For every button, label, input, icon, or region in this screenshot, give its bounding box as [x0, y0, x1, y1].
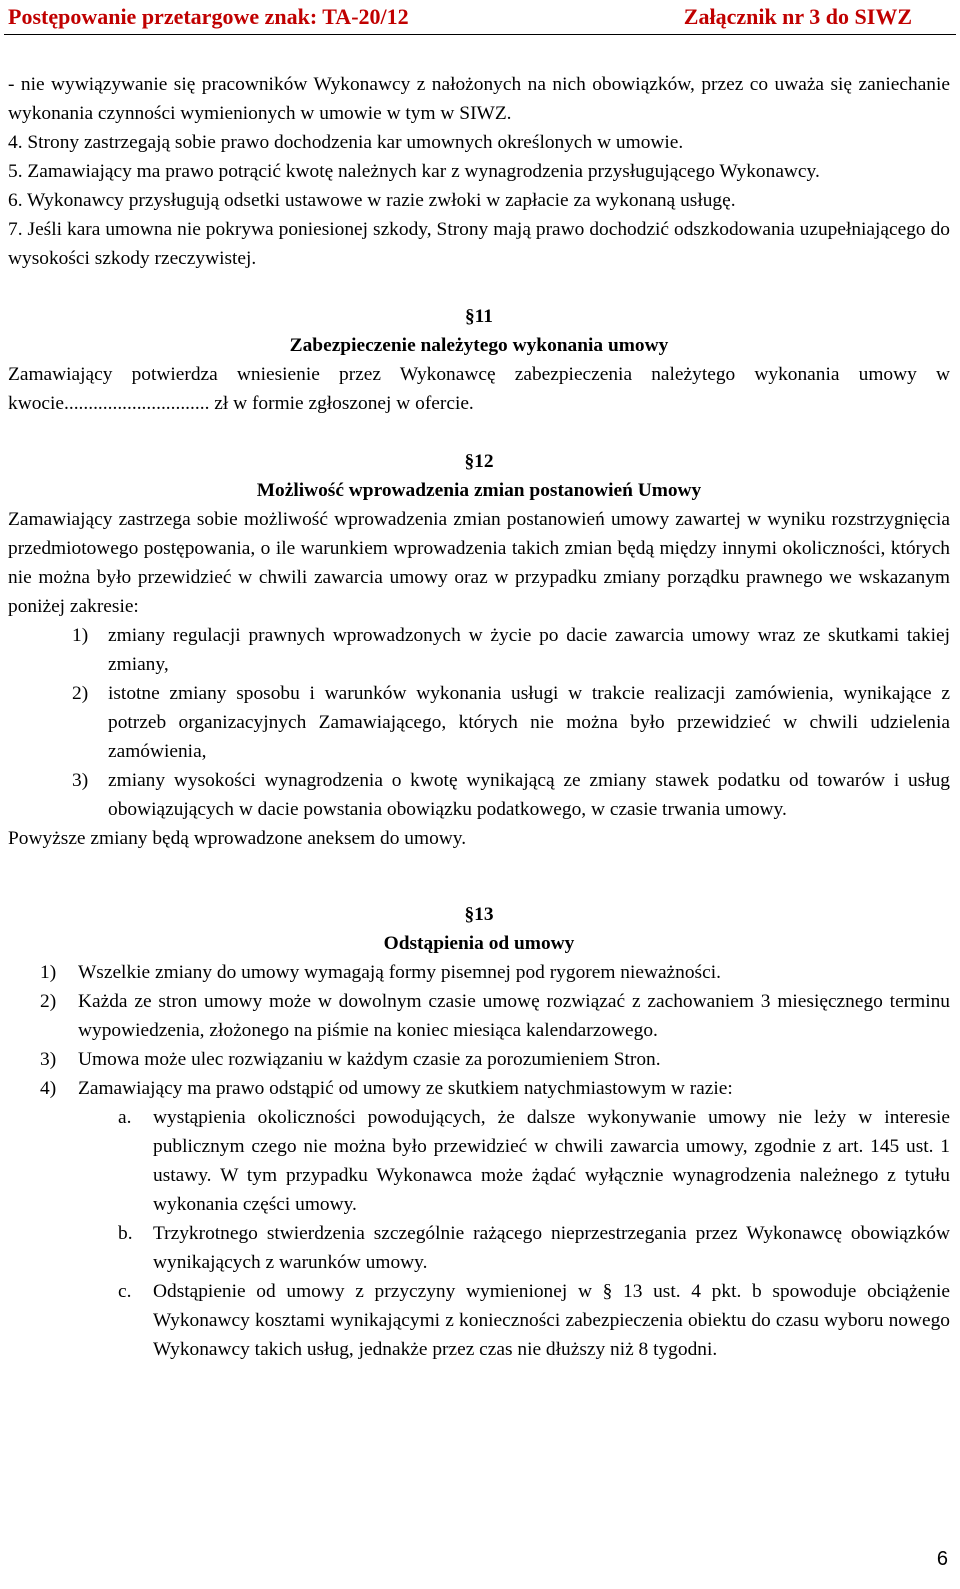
- list-item-marker: 2): [72, 683, 89, 704]
- section-11-number: §11: [464, 306, 493, 327]
- sublist-item-text: wystąpienia okoliczności powodujących, że dalsze wykonywanie umowy nie leży w interesie publicznym czego nie można było przewidzieć w chwili zawarcia umowy, zgodnie z art. 145 ust. 1 ustawy. W tym przypadku Wykonawca może żądać wyłącznie wynagrodzenia należnego z tytułu wykonania części umowy.: [153, 1107, 950, 1215]
- document-body: [8, 70, 950, 1364]
- sublist-item: [8, 1219, 950, 1277]
- sublist-item-marker: a.: [118, 1107, 132, 1128]
- section-12-intro: Zamawiający zastrzega sobie możliwość wprowadzenia zmian postanowień umowy zawartej w wyniku rozstrzygnięcia przedmiotowego postępowania, o ile warunkiem wprowadzenia takich zmian będą między innymi okoliczności, których nie można było przewidzieć w chwili zawarcia umowy oraz w przypadku zmiany porządku prawnego we wskazanym poniżej zakresie:: [8, 509, 950, 617]
- sublist-item-marker: c.: [118, 1281, 132, 1302]
- sublist-item: [8, 1103, 950, 1219]
- sublist-item: [8, 1277, 950, 1364]
- page-number: 6: [936, 1548, 948, 1570]
- list-item-marker: 4): [40, 1078, 57, 1099]
- sublist-item-text: Trzykrotnego stwierdzenia szczególnie rażącego nieprzestrzegania przez Wykonawcę obowiązków wynikających z warunków umowy.: [153, 1223, 950, 1273]
- intro-paragraph-4: 4. Strony zastrzegają sobie prawo dochodzenia kar umownych określonych w umowie.: [8, 132, 684, 153]
- list-item-text: zmiany regulacji prawnych wprowadzonych w życie po dacie zawarcia umowy wraz ze skutkami takiej zmiany,: [108, 625, 950, 675]
- sublist-item-text: Odstąpienie od umowy z przyczyny wymienionej w § 13 ust. 4 pkt. b spowoduje obciążenie Wykonawcy kosztami wynikającymi z konieczności zabezpieczenia obiektu do czasu wyboru nowego Wykonawcy takich usług, jednakże przez czas nie dłuższy niż 8 tygodni.: [153, 1281, 950, 1360]
- list-item-text: Umowa może ulec rozwiązaniu w każdym czasie za porozumieniem Stron.: [78, 1049, 661, 1070]
- list-item-marker: 1): [40, 962, 57, 983]
- section-13-title: Odstąpienia od umowy: [383, 933, 575, 954]
- list-item-text: Wszelkie zmiany do umowy wymagają formy pisemnej pod rygorem nieważności.: [78, 962, 721, 983]
- section-12-list: [8, 621, 950, 824]
- section-11-text: Zamawiający potwierdza wniesienie przez Wykonawcę zabezpieczenia należytego wykonania umowy w kwocie.............................. zł w formie zgłoszonej w ofercie.: [8, 364, 950, 414]
- section-11-title: Zabezpieczenie należytego wykonania umowy: [289, 335, 669, 356]
- list-item-text: Zamawiający ma prawo odstąpić od umowy ze skutkiem natychmiastowym w razie:: [78, 1078, 733, 1099]
- intro-paragraph-7: 7. Jeśli kara umowna nie pokrywa poniesionej szkody, Strony mają prawo dochodzić odszkodowania uzupełniającego do wysokości szkody rzeczywistej.: [8, 219, 950, 269]
- section-13-sublist: [8, 1103, 950, 1364]
- header-attachment-label: Załącznik nr 3 do SIWZ: [683, 4, 912, 29]
- section-13-number: §13: [464, 904, 494, 925]
- list-item-marker: 2): [40, 991, 57, 1012]
- list-item-text: zmiany wysokości wynagrodzenia o kwotę wynikającą ze zmiany stawek podatku od towarów i usług obowiązujących w dacie powstania obowiązku podatkowego, w czasie trwania umowy.: [108, 770, 950, 820]
- header-divider: [4, 34, 956, 35]
- list-item: [8, 958, 950, 987]
- list-item: [8, 679, 950, 766]
- sublist-item-marker: b.: [118, 1223, 133, 1244]
- section-12-outro: Powyższe zmiany będą wprowadzone aneksem do umowy.: [8, 828, 467, 849]
- list-item-text: istotne zmiany sposobu i warunków wykonania usługi w trakcie realizacji zamówienia, wynikające z potrzeb organizacyjnych Zamawiającego, których nie można było przewidzieć w chwili udzielenia zamówienia,: [108, 683, 950, 762]
- list-item: [8, 621, 950, 679]
- list-item: [8, 1074, 950, 1103]
- section-12-number: §12: [464, 451, 494, 472]
- list-item: [8, 987, 950, 1045]
- section-12-title: Możliwość wprowadzenia zmian postanowień Umowy: [256, 480, 702, 501]
- list-item-marker: 3): [40, 1049, 57, 1070]
- page-header: [0, 0, 960, 38]
- intro-paragraph-6: 6. Wykonawcy przysługują odsetki ustawowe w razie zwłoki w zapłacie za wykonaną usługę.: [8, 190, 736, 211]
- intro-paragraph-5: 5. Zamawiający ma prawo potrącić kwotę należnych kar z wynagrodzenia przysługującego Wykonawcy.: [8, 161, 820, 182]
- header-tender-reference: Postępowanie przetargowe znak: TA-20/12: [8, 4, 409, 29]
- intro-paragraph-dash: - nie wywiązywanie się pracowników Wykonawcy z nałożonych na nich obowiązków, przez co uważa się zaniechanie wykonania czynności wymienionych w umowie w tym w SIWZ.: [8, 74, 950, 124]
- list-item: [8, 766, 950, 824]
- list-item: [8, 1045, 950, 1074]
- list-item-text: Każda ze stron umowy może w dowolnym czasie umowę rozwiązać z zachowaniem 3 miesięcznego terminu wypowiedzenia, złożonego na piśmie na koniec miesiąca kalendarzowego.: [78, 991, 950, 1041]
- list-item-marker: 1): [72, 625, 89, 646]
- list-item-marker: 3): [72, 770, 89, 791]
- section-13-list: [8, 958, 950, 1103]
